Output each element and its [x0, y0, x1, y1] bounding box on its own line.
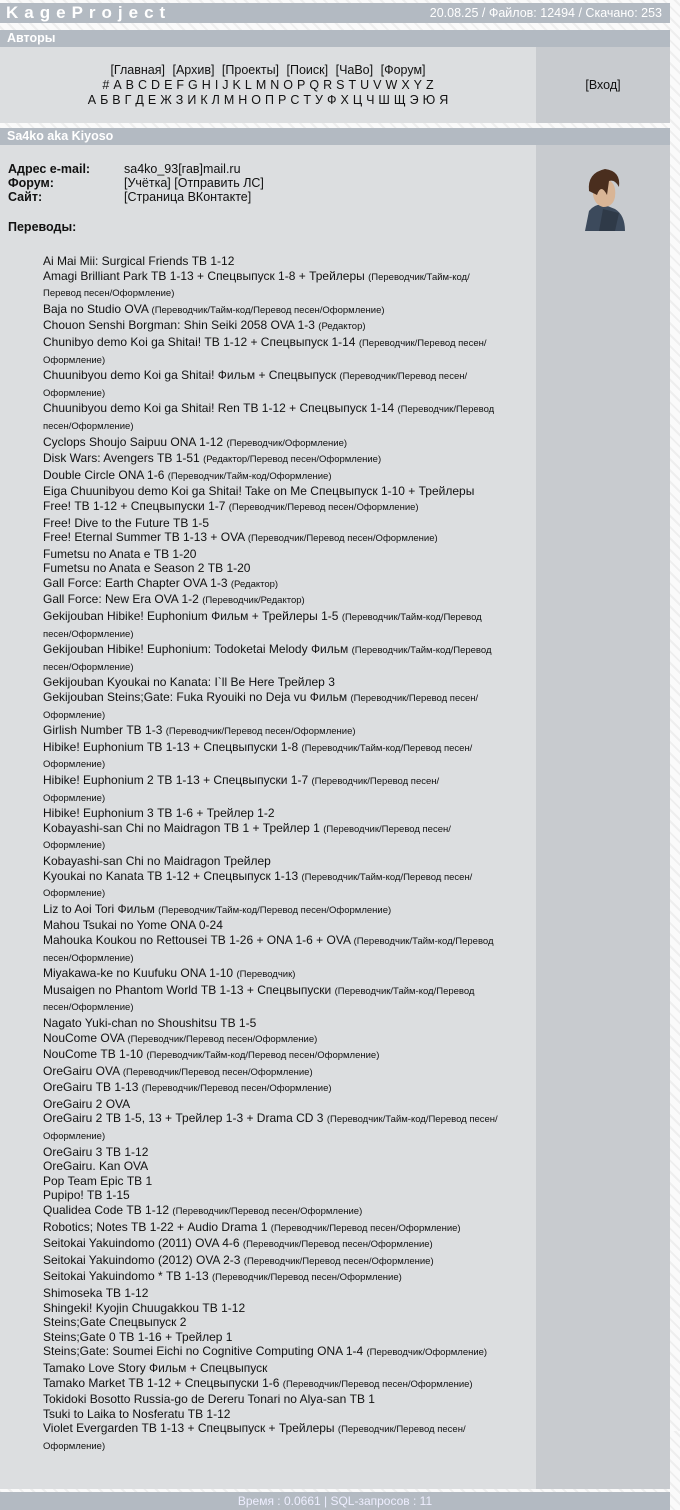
letter-link[interactable]: У — [315, 92, 323, 107]
list-item — [43, 1286, 498, 1301]
translation-title[interactable]: Free! Dive to the Future ТВ 1-5 — [43, 515, 210, 530]
translation-title[interactable]: Chuunibyou demo Koi ga Shitai! Фильм + Спецвыпуск — [43, 368, 337, 383]
translation-title[interactable]: Eiga Chuunibyou demo Koi ga Shitai! Take on Me Спецвыпуск 1-10 + Трейлеры — [43, 484, 475, 499]
list-item — [43, 1031, 498, 1048]
translation-role: (Переводчик/Тайм-код/Перевод песен/Оформление) — [43, 935, 494, 964]
list-item — [43, 547, 498, 562]
translation-title[interactable]: Free! ТВ 1-12 + Спецвыпуски 1-7 — [43, 498, 226, 513]
translation-role: (Переводчик/Тайм-код/Оформление) — [167, 470, 332, 482]
letter-link[interactable]: Y — [413, 77, 422, 92]
list-item — [43, 1376, 498, 1393]
translation-title[interactable]: OreGairu. Kan OVA — [43, 1159, 149, 1174]
list-item — [43, 902, 498, 919]
email-value: sa4ko_93[гав]mail.ru — [124, 162, 241, 176]
translation-role: (Переводчик/Перевод песен/Оформление) — [243, 1255, 434, 1267]
list-item — [43, 561, 498, 576]
letter-link[interactable]: Д — [135, 92, 144, 107]
list-item — [43, 1269, 498, 1286]
translation-role: (Переводчик/Оформление) — [226, 437, 348, 449]
translation-title[interactable]: Steins;Gate Спецвыпуск 2 — [43, 1315, 187, 1330]
translation-title[interactable]: OreGairu 2 OVA — [43, 1096, 131, 1111]
translation-title[interactable]: Nagato Yuki-chan no Shoushitsu ТВ 1-5 — [43, 1015, 257, 1030]
top-bar — [0, 3, 670, 23]
nav-link[interactable]: [ЧаВо] — [335, 62, 374, 77]
forum-label: Форум: — [8, 176, 54, 190]
translation-title[interactable]: Gekijouban Hibike! Euphonium: Todoketai Melody Фильм — [43, 642, 349, 657]
translation-title[interactable]: Musaigen no Phantom World ТВ 1-13 + Спецвыпуски — [43, 982, 332, 997]
list-item — [43, 675, 498, 690]
translation-title[interactable]: Ai Mai Mii: Surgical Friends ТВ 1-12 — [43, 254, 235, 268]
translation-title[interactable]: Seitokai Yakuindomo (2012) OVA 2-3 — [43, 1252, 241, 1267]
letter-link[interactable]: Ж — [160, 92, 172, 107]
translation-role: (Переводчик/Тайм-код/Перевод песен/Оформление) — [151, 304, 385, 316]
translation-role: (Переводчик/Перевод песен/Оформление) — [141, 1083, 332, 1095]
latin-alphabet-index — [100, 78, 435, 93]
translation-title[interactable]: Chouon Senshi Borgman: Shin Seiki 2058 OVA 1-3 — [43, 318, 315, 333]
send-pm-link[interactable]: [Отправить ЛС] — [174, 176, 264, 190]
translation-title[interactable]: OreGairu ТВ 1-13 — [43, 1080, 139, 1095]
letter-link[interactable]: C — [138, 77, 148, 92]
letter-link[interactable]: N — [270, 77, 280, 92]
list-item — [43, 1159, 498, 1174]
translation-role: (Редактор) — [318, 321, 366, 333]
letter-link[interactable]: В — [112, 92, 121, 107]
list-item — [43, 401, 498, 434]
translation-role: (Переводчик/Перевод песен/Оформление) — [242, 1239, 433, 1251]
list-item — [43, 335, 498, 368]
list-item — [43, 1097, 498, 1112]
translation-title[interactable]: Double Circle ONA 1-6 — [43, 467, 165, 482]
list-item — [43, 690, 498, 723]
list-item — [43, 1236, 498, 1253]
translation-title[interactable]: Robotics; Notes ТВ 1-22 + Audio Drama 1 — [43, 1219, 268, 1234]
list-item — [43, 302, 498, 319]
translation-role: (Переводчик/Тайм-код/Перевод песен/Оформление) — [146, 1050, 380, 1062]
list-item — [43, 933, 498, 966]
translation-title[interactable]: Kyoukai no Kanata ТВ 1-12 + Спецвыпуск 1-13 — [43, 868, 299, 883]
letter-link[interactable]: К — [200, 92, 208, 107]
translation-title[interactable]: Hibike! Euphonium 2 ТВ 1-13 + Спецвыпуски 1-7 — [43, 773, 309, 787]
translation-title[interactable]: OreGairu 3 ТВ 1-12 — [43, 1144, 149, 1159]
list-item — [43, 1407, 498, 1422]
translation-role: (Переводчик/Перевод песен/Оформление) — [270, 1222, 461, 1234]
letter-link[interactable]: С — [290, 92, 300, 107]
list-item — [43, 530, 498, 547]
translation-title[interactable]: Seitokai Yakuindomo (2011) OVA 4-6 — [43, 1236, 240, 1251]
list-item — [43, 484, 498, 499]
list-item — [43, 269, 498, 302]
translation-role: (Переводчик/Перевод песен/Оформление) — [43, 404, 495, 432]
translation-role: (Переводчик/Перевод песен/Оформление) — [43, 776, 440, 804]
list-item — [43, 966, 498, 983]
list-item — [43, 592, 498, 609]
translation-title[interactable]: Tamako Love Story Фильм + Спецвыпуск — [43, 1360, 268, 1375]
list-item — [43, 368, 498, 401]
translation-role: (Переводчик/Тайм-код/Перевод песен/Оформление) — [43, 612, 482, 640]
letter-link[interactable]: Г — [124, 92, 132, 107]
letter-link[interactable]: B — [125, 77, 134, 92]
list-item — [43, 740, 498, 773]
list-item — [43, 773, 498, 806]
translation-role: (Переводчик/Перевод песен/Оформление) — [228, 501, 419, 513]
list-item — [43, 806, 498, 821]
translation-role: (Редактор/Перевод песен/Оформление) — [203, 454, 382, 466]
letter-link[interactable]: E — [164, 77, 173, 92]
letter-link[interactable]: Х — [340, 92, 349, 107]
translation-title[interactable]: Shingeki! Kyojin Chuugakkou ТВ 1-12 — [43, 1300, 246, 1315]
translation-title[interactable]: Tsuki to Laika to Nosferatu ТВ 1-12 — [43, 1406, 231, 1421]
letter-link[interactable]: З — [175, 92, 184, 107]
list-item — [43, 468, 498, 485]
translation-role: (Переводчик/Тайм-код/Перевод песен/Оформление) — [43, 871, 473, 900]
translation-role: (Переводчик/Перевод песен/Оформление) — [127, 1033, 318, 1045]
translation-role: (Переводчик/Тайм-код/Перевод песен/Оформление) — [43, 271, 470, 300]
translation-title[interactable]: Tokidoki Bosotto Russia-go de Dereru Tonari no Alya-san ТВ 1 — [43, 1392, 375, 1407]
list-item — [43, 1421, 498, 1454]
list-item — [43, 435, 498, 452]
list-item — [43, 1220, 498, 1237]
translation-title[interactable]: Girlish Number ТВ 1-3 — [43, 723, 163, 738]
letter-link[interactable]: Щ — [393, 92, 406, 107]
translation-title[interactable]: Shimoseka ТВ 1-12 — [43, 1286, 149, 1300]
translation-title[interactable]: Seitokai Yakuindomo * ТВ 1-13 — [43, 1269, 209, 1284]
nav-row — [0, 47, 670, 123]
translation-title[interactable]: Pupipo! ТВ 1-15 — [43, 1188, 130, 1203]
translation-role: (Переводчик/Перевод песен/Оформление) — [212, 1272, 402, 1284]
nav-links — [108, 63, 427, 78]
letter-link[interactable]: Л — [211, 92, 220, 107]
translation-title[interactable]: Disk Wars: Avengers ТВ 1-51 — [43, 451, 200, 466]
translation-title[interactable]: Liz to Aoi Tori Фильм — [43, 901, 155, 916]
translation-title[interactable]: Miyakawa-ke no Kuufuku ONA 1-10 — [43, 966, 234, 981]
vk-page-link[interactable]: [Страница ВКонтакте] — [124, 190, 252, 204]
letter-link[interactable]: Ю — [422, 92, 436, 107]
letter-link[interactable]: Е — [147, 92, 157, 107]
letter-link[interactable]: T — [348, 77, 357, 92]
list-item — [43, 1145, 498, 1160]
translation-role: (Переводчик/Тайм-код/Перевод песен/Оформление) — [43, 645, 492, 673]
list-item — [43, 254, 498, 269]
translation-role: (Переводчик) — [236, 969, 296, 981]
translation-role: (Переводчик/Перевод песен/Оформление) — [43, 371, 468, 399]
translation-title[interactable]: Fumetsu no Anata e ТВ 1-20 — [43, 546, 197, 561]
email-label: Адрес e-mail: — [8, 162, 91, 176]
translation-role: (Переводчик/Перевод песен/Оформление) — [43, 337, 487, 366]
letter-link[interactable]: K — [232, 77, 241, 92]
translation-title[interactable]: Gall Force: New Era OVA 1-2 — [43, 592, 199, 607]
list-item — [43, 1064, 498, 1081]
letter-link[interactable]: G — [188, 77, 198, 92]
list-item — [43, 1315, 498, 1330]
list-item — [43, 1253, 498, 1270]
translation-role: (Переводчик/Тайм-код/Перевод песен/Оформление) — [158, 904, 392, 916]
list-item — [43, 869, 498, 902]
translation-title[interactable]: OreGairu 2 ТВ 1-5, 13 + Трейлер 1-3 + Drama CD 3 — [43, 1111, 324, 1126]
list-item — [43, 1392, 498, 1407]
page — [0, 3, 670, 1510]
list-item — [43, 723, 498, 740]
translation-title[interactable]: NouCome ТВ 1-10 — [43, 1047, 144, 1062]
letter-link[interactable]: I — [214, 77, 219, 92]
list-item — [43, 1203, 498, 1220]
translation-title[interactable]: Violet Evergarden ТВ 1-13 + Спецвыпуск + Трейлеры — [43, 1421, 335, 1436]
translation-title[interactable]: Cyclops Shoujo Saipuu ONA 1-12 — [43, 434, 224, 449]
authors-section-title: Авторы — [0, 30, 670, 47]
letter-link[interactable]: J — [222, 77, 229, 92]
translation-role: (Переводчик/Перевод песен/Оформление) — [43, 823, 451, 852]
letter-link[interactable]: Z — [426, 77, 434, 92]
list-item — [43, 609, 498, 642]
translation-title[interactable]: OreGairu OVA — [43, 1063, 120, 1078]
translation-role: (Переводчик/Перевод песен/Оформление) — [43, 1424, 466, 1452]
letter-link[interactable]: X — [401, 77, 410, 92]
letter-link[interactable]: L — [244, 77, 252, 92]
translation-title[interactable]: Steins;Gate: Soumei Eichi no Cognitive Computing ONA 1-4 — [43, 1344, 364, 1359]
forum-account-link[interactable]: [Учётка] — [124, 176, 171, 190]
translation-title[interactable]: Tamako Market ТВ 1-12 + Спецвыпуски 1-6 — [43, 1375, 280, 1390]
list-item — [43, 642, 498, 675]
letter-link[interactable]: Э — [409, 92, 419, 107]
translation-title[interactable]: Chunibyo demo Koi ga Shitai! ТВ 1-12 + Спецвыпуск 1-14 — [43, 334, 356, 349]
letter-link[interactable]: M — [255, 77, 267, 92]
letter-link[interactable]: Б — [100, 92, 109, 107]
translation-title[interactable]: Mahou Tsukai no Yome ONA 0-24 — [43, 918, 223, 933]
translation-title[interactable]: NouCome OVA — [43, 1030, 125, 1045]
translation-role: (Переводчик/Перевод песен/Оформление) — [282, 1378, 473, 1390]
translations-heading: Переводы: — [8, 220, 77, 234]
nav-link[interactable]: [Главная] — [110, 62, 165, 77]
letter-link[interactable]: R — [323, 77, 333, 92]
list-item — [43, 576, 498, 593]
translation-role: (Переводчик/Перевод песен/Оформление) — [43, 693, 479, 721]
list-item — [43, 516, 498, 531]
cyrillic-alphabet-index — [86, 93, 451, 108]
translation-title[interactable]: Qualidea Code ТВ 1-12 — [43, 1203, 170, 1218]
letter-link[interactable]: F — [176, 77, 185, 92]
translation-role: (Переводчик/Перевод песен/Оформление) — [165, 726, 356, 738]
footer-stats: Время : 0.0661 | SQL-запросов : 11 — [0, 1492, 670, 1510]
translation-role: (Переводчик/Тайм-код/Перевод песен/Оформление) — [43, 1114, 498, 1143]
translation-title[interactable]: Kobayashi-san Chi no Maidragon Трейлер — [43, 853, 271, 868]
letter-link[interactable]: W — [385, 77, 398, 92]
letter-link[interactable]: А — [87, 92, 97, 107]
translation-role: (Переводчик/Редактор) — [202, 595, 305, 607]
letter-link[interactable]: Ф — [326, 92, 337, 107]
translation-title[interactable]: Fumetsu no Anata e Season 2 ТВ 1-20 — [43, 561, 251, 576]
translation-title[interactable]: Hibike! Euphonium ТВ 1-13 + Спецвыпуски 1-8 — [43, 739, 299, 754]
list-item — [43, 854, 498, 869]
translation-role: (Переводчик/Перевод песен/Оформление) — [247, 533, 438, 545]
letter-link[interactable]: O — [283, 77, 294, 92]
list-item — [43, 1047, 498, 1064]
translation-role: (Переводчик/Тайм-код/Перевод песен/Оформление) — [43, 742, 473, 771]
translation-title[interactable]: Kobayashi-san Chi no Maidragon ТВ 1 + Трейлер 1 — [43, 820, 320, 835]
letter-link[interactable]: D — [151, 77, 161, 92]
list-item — [43, 1188, 498, 1203]
main-nav — [0, 47, 536, 123]
list-item — [43, 1344, 498, 1361]
list-item — [43, 1111, 498, 1144]
translation-role: (Переводчик/Перевод песен/Оформление) — [172, 1206, 363, 1218]
letter-link[interactable]: H — [201, 77, 211, 92]
translation-title[interactable]: Gekijouban Hibike! Euphonium Фильм + Трейлеры 1-5 — [43, 609, 339, 624]
profile-title: Sa4ko aka Kiyoso — [0, 128, 670, 145]
translation-title[interactable]: Gekijouban Steins;Gate: Fuka Ryouiki no Deja vu Фильм — [43, 690, 348, 705]
letter-link[interactable]: Я — [439, 92, 449, 107]
translation-title[interactable]: Mahouka Koukou no Rettousei ТВ 1-26 + ONA 1-6 + OVA — [43, 932, 351, 947]
letter-link[interactable]: A — [113, 77, 122, 92]
translation-role: (Переводчик/Перевод песен/Оформление) — [122, 1066, 313, 1078]
list-item — [43, 1016, 498, 1031]
letter-link[interactable]: # — [102, 77, 110, 92]
translation-title[interactable]: Steins;Gate 0 ТВ 1-16 + Трейлер 1 — [43, 1329, 233, 1344]
list-item — [43, 1301, 498, 1316]
letter-link[interactable]: Ш — [378, 92, 390, 107]
letter-link[interactable]: И — [187, 92, 197, 107]
list-item — [43, 1361, 498, 1376]
list-item — [43, 821, 498, 854]
letter-link[interactable]: Т — [303, 92, 311, 107]
translation-role: (Редактор) — [230, 578, 279, 590]
letter-link[interactable]: Ц — [352, 92, 363, 107]
list-item — [43, 918, 498, 933]
letter-link[interactable]: Р — [277, 92, 287, 107]
list-item — [43, 1174, 498, 1189]
translation-role: (Переводчик/Оформление) — [366, 1347, 488, 1359]
nav-link[interactable]: [Архив] — [172, 62, 215, 77]
profile-info — [0, 145, 536, 1489]
letter-link[interactable]: М — [223, 92, 235, 107]
site-logo[interactable]: KageProject — [6, 3, 172, 22]
nav-link[interactable]: [Поиск] — [286, 62, 329, 77]
letter-link[interactable]: V — [373, 77, 382, 92]
nav-link[interactable]: [Форум] — [380, 62, 426, 77]
translation-title[interactable]: Gekijouban Kyoukai no Kanata: I`ll Be Here Трейлер 3 — [43, 675, 335, 690]
login-link[interactable]: [Вход] — [585, 78, 621, 92]
letter-link[interactable]: S — [336, 77, 345, 92]
avatar-panel — [536, 145, 670, 1489]
letter-link[interactable]: Ч — [366, 92, 375, 107]
letter-link[interactable]: P — [297, 77, 306, 92]
letter-link[interactable]: U — [360, 77, 370, 92]
list-item — [43, 499, 498, 516]
translations-list — [43, 254, 498, 1455]
list-item — [43, 318, 498, 335]
login-panel — [536, 47, 670, 123]
translation-title[interactable]: Gall Force: Earth Chapter OVA 1-3 — [43, 575, 228, 590]
nav-link[interactable]: [Проекты] — [221, 62, 280, 77]
site-stats: 20.08.25 / Файлов: 12494 / Скачано: 253 — [429, 6, 662, 20]
avatar — [579, 165, 627, 231]
letter-link[interactable]: О — [251, 92, 261, 107]
list-item — [43, 983, 498, 1016]
list-item — [43, 1330, 498, 1345]
translation-title[interactable]: Hibike! Euphonium 3 ТВ 1-6 + Трейлер 1-2 — [43, 806, 275, 821]
list-item — [43, 1080, 498, 1097]
letter-link[interactable]: Q — [309, 77, 320, 92]
list-item — [43, 451, 498, 468]
translation-title[interactable]: Chuunibyou demo Koi ga Shitai! Ren ТВ 1-12 + Спецвыпуск 1-14 — [43, 401, 395, 416]
translation-title[interactable]: Baja no Studio OVA — [43, 301, 149, 316]
translation-title[interactable]: Free! Eternal Summer ТВ 1-13 + OVA — [43, 530, 245, 545]
letter-link[interactable]: Н — [238, 92, 248, 107]
profile-row — [0, 145, 670, 1489]
translation-title[interactable]: Amagi Brilliant Park ТВ 1-13 + Спецвыпуск 1-8 + Трейлеры — [43, 268, 365, 283]
translation-title[interactable]: Pop Team Epic ТВ 1 — [43, 1173, 153, 1188]
translation-role: (Переводчик/Тайм-код/Перевод песен/Оформление) — [43, 985, 475, 1014]
letter-link[interactable]: П — [265, 92, 274, 107]
site-label: Сайт: — [8, 190, 43, 204]
